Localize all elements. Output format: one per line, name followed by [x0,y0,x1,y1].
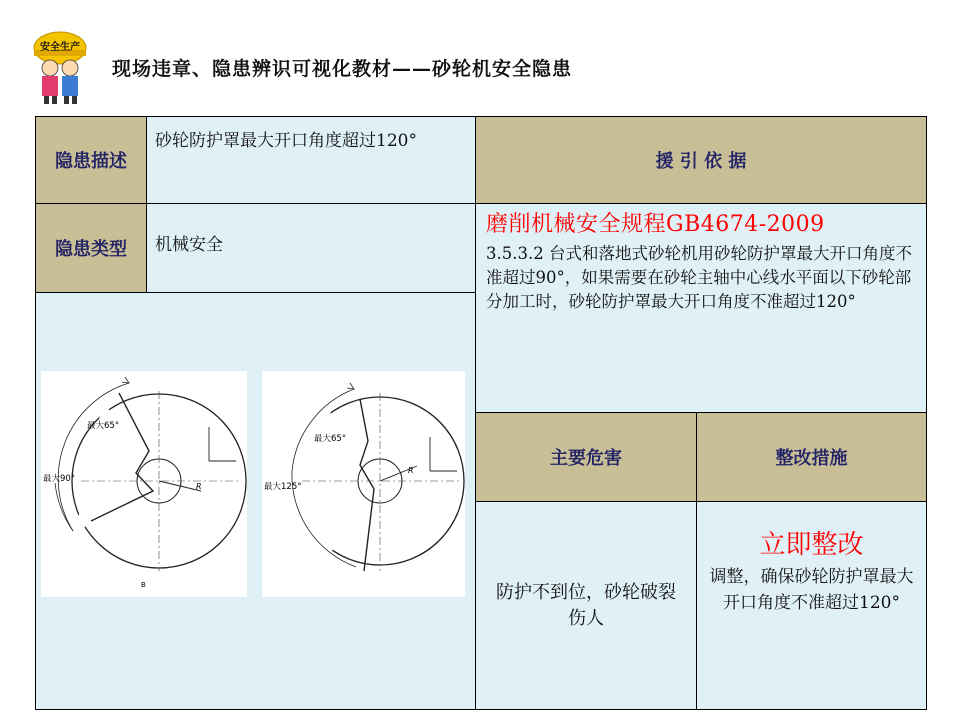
left-radius-label: R [196,482,202,491]
hazard-desc-text: 砂轮防护罩最大开口角度超过120° [155,131,417,151]
basis-text: 3.5.3.2 台式和落地式砂轮机用砂轮防护罩最大开口角度不准超过90°，如果需要在砂轮主轴中心线水平面以下砂轮部分加工时，砂轮防护罩最大开口角度不准超过120° [486,244,912,311]
basis-title: 磨削机械安全规程GB4674-2009 [486,212,825,237]
basis-content [475,203,927,413]
page-title: 现场违章、隐患辨识可视化教材——砂轮机安全隐患 [112,58,573,80]
right-label-bottom: 最大125° [264,482,302,492]
rectification-content [696,501,927,710]
guard-diagram-left [41,371,247,597]
hazard-type-value [146,203,476,293]
measure-text: 调整，确保砂轮防护罩最大开口角度不准超过120° [709,567,914,613]
right-label-top: 最大65° [314,434,347,444]
hazard-type-text: 机械安全 [155,235,223,255]
left-caption: B [141,581,146,589]
logo-text: 安全生产 [40,42,80,53]
basis-label: 援 引 依 据 [475,116,927,204]
hazard-type-label: 隐患类型 [35,203,147,293]
left-label-top: 最大65° [87,421,120,431]
hazard-desc-value [146,116,476,204]
safety-logo [30,28,90,106]
rectification-label: 整改措施 [696,412,927,502]
measure-title: 立即整改 [759,530,864,560]
hazard-desc-label: 隐患描述 [35,116,147,204]
left-label-bottom: 最大90° [43,474,76,484]
right-radius-label: R [408,466,414,475]
main-hazard-text: 防护不到位，砂轮破裂伤人 [496,581,676,629]
main-hazard-content [475,501,697,710]
guard-diagram-right [262,371,465,597]
main-hazard-label: 主要危害 [475,412,697,502]
